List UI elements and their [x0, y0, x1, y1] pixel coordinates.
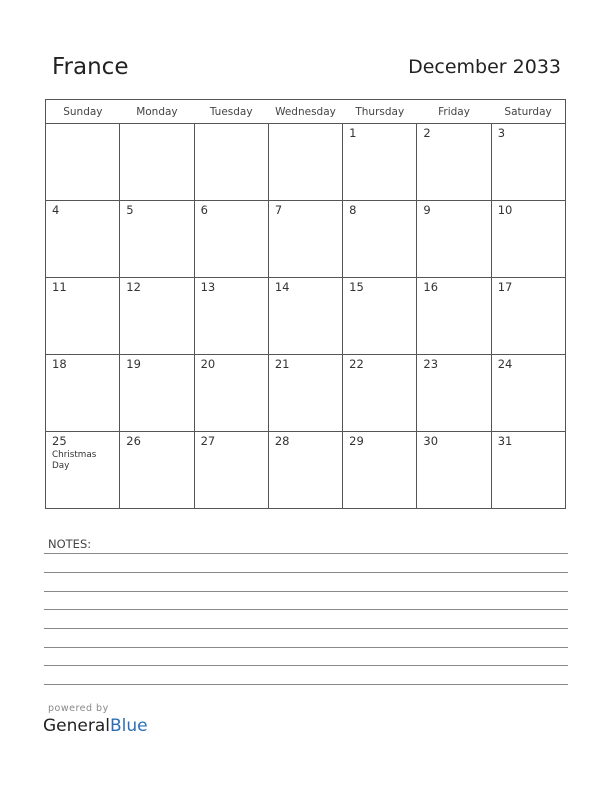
day-cell	[46, 124, 120, 201]
day-cell	[120, 124, 194, 201]
day-cell	[343, 432, 417, 509]
weekday-tuesday: Tuesday	[194, 100, 268, 124]
day-cell	[417, 355, 491, 432]
day-cell	[194, 124, 268, 201]
day-cell	[417, 124, 491, 201]
day-number: 14	[274, 280, 290, 294]
country-title: France	[52, 54, 129, 80]
day-number: 12	[126, 280, 141, 294]
day-cell	[120, 278, 194, 355]
day-cell	[268, 124, 342, 201]
day-cell	[417, 432, 491, 509]
brand-general: General	[43, 716, 110, 736]
day-number: 10	[497, 203, 513, 217]
day-number: 30	[423, 434, 439, 448]
day-cell	[120, 355, 194, 432]
day-number: 31	[497, 434, 513, 448]
day-cell	[491, 355, 565, 432]
day-number: 27	[200, 434, 216, 448]
day-number	[195, 124, 268, 126]
day-cell	[194, 201, 268, 278]
note-line	[44, 647, 568, 648]
day-number: 22	[349, 357, 364, 371]
note-line	[44, 665, 568, 666]
day-cell	[491, 432, 565, 509]
calendar-grid	[45, 99, 566, 509]
note-line	[44, 553, 568, 554]
brand-blue: Blue	[110, 716, 148, 736]
day-number	[46, 124, 119, 126]
day-number: 20	[200, 357, 216, 371]
week-row	[46, 355, 566, 432]
weekday-monday: Monday	[120, 100, 194, 124]
day-cell	[46, 278, 120, 355]
day-number: 29	[349, 434, 364, 448]
day-number: 13	[200, 280, 216, 294]
day-number: 8	[349, 203, 357, 217]
weekday-friday: Friday	[417, 100, 491, 124]
day-cell	[46, 432, 120, 509]
day-number: 16	[423, 280, 439, 294]
month-title: December 2033	[408, 56, 561, 78]
note-line	[44, 628, 568, 629]
day-number: 5	[126, 203, 134, 217]
note-line	[44, 572, 568, 573]
day-number: 1	[349, 126, 357, 140]
note-line	[44, 609, 568, 610]
week-row	[46, 201, 566, 278]
week-row	[46, 432, 566, 509]
day-cell	[491, 278, 565, 355]
weekday-thursday: Thursday	[343, 100, 417, 124]
day-cell	[491, 124, 565, 201]
day-number: 3	[497, 126, 506, 140]
day-cell	[343, 355, 417, 432]
day-cell	[268, 201, 342, 278]
powered-by-text: powered by	[48, 703, 109, 714]
day-number: 24	[497, 357, 513, 371]
weekday-saturday: Saturday	[491, 100, 565, 124]
day-number: 25	[52, 434, 67, 448]
day-cell	[194, 432, 268, 509]
day-number: 26	[126, 434, 141, 448]
day-number: 17	[497, 280, 513, 294]
day-cell	[46, 201, 120, 278]
notes-label: NOTES:	[48, 537, 92, 551]
weekday-wednesday: Wednesday	[268, 100, 342, 124]
day-number: 9	[423, 203, 431, 217]
day-number: 28	[274, 434, 290, 448]
day-number: 23	[423, 357, 439, 371]
day-cell	[120, 432, 194, 509]
day-number: 15	[349, 280, 364, 294]
day-number: 21	[274, 357, 290, 371]
day-cell	[194, 278, 268, 355]
day-cell	[268, 432, 342, 509]
day-cell	[343, 278, 417, 355]
day-number: 4	[52, 203, 60, 217]
day-cell	[491, 201, 565, 278]
day-cell	[343, 124, 417, 201]
day-cell	[417, 201, 491, 278]
holiday-label: Christmas Day	[52, 450, 97, 471]
day-number	[269, 124, 342, 126]
day-cell	[417, 278, 491, 355]
day-number	[120, 124, 193, 126]
week-row	[46, 278, 566, 355]
day-cell	[120, 201, 194, 278]
day-cell	[194, 355, 268, 432]
brand-logo	[43, 716, 148, 736]
weekday-header-row	[46, 100, 566, 124]
week-row	[46, 124, 566, 201]
note-line	[44, 591, 568, 592]
day-cell	[343, 201, 417, 278]
note-line	[44, 684, 568, 685]
day-number: 19	[126, 357, 141, 371]
day-cell	[268, 355, 342, 432]
day-cell	[268, 278, 342, 355]
day-cell	[46, 355, 120, 432]
day-number: 2	[423, 126, 431, 140]
day-number: 11	[52, 280, 67, 294]
day-number: 7	[274, 203, 283, 217]
day-number: 6	[200, 203, 208, 217]
weekday-sunday: Sunday	[46, 100, 120, 124]
day-number: 18	[52, 357, 67, 371]
